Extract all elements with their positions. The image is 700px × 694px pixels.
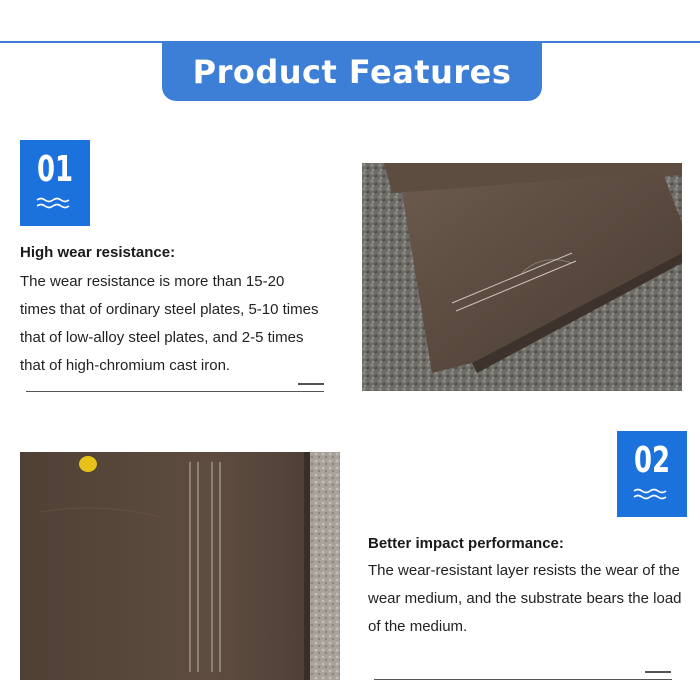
- divider-accent: [645, 671, 671, 673]
- divider-accent: [298, 383, 324, 385]
- page-title: Product Features: [192, 52, 512, 91]
- waves-icon: [35, 196, 75, 210]
- divider: [374, 679, 672, 680]
- feature-number: 01: [36, 149, 74, 190]
- feature-number: 02: [633, 440, 671, 481]
- feature-description: The wear-resistant layer resists the wear of the wear medium, and the substrate bears the load of the medium.: [368, 562, 682, 635]
- steel-plate-closeup-photo: [20, 452, 340, 680]
- divider: [26, 391, 324, 392]
- waves-icon: [632, 487, 672, 501]
- feature-description: The wear resistance is more than 15-20 times that of ordinary steel plates, 5-10 times that of low-alloy steel plates, and 2-5 times that of high-chromium cast iron.: [20, 273, 319, 374]
- feature-number-badge: [20, 140, 90, 226]
- steel-plates-photo: [362, 163, 682, 391]
- feature-number-badge: [617, 431, 687, 517]
- feature-title: High wear resistance:: [20, 244, 176, 261]
- feature-title: Better impact performance:: [368, 535, 564, 552]
- title-banner: [162, 42, 542, 101]
